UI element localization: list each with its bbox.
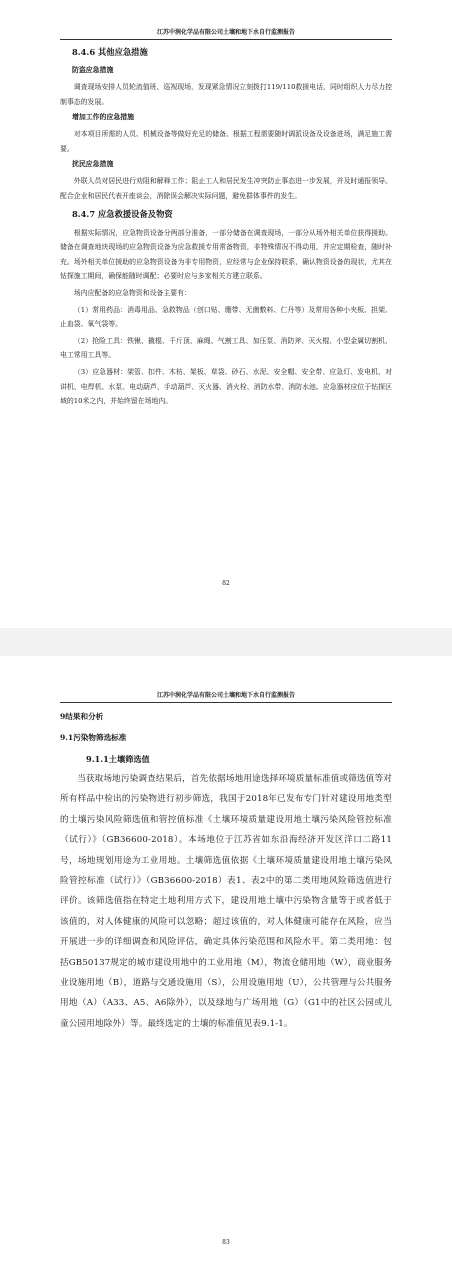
subheading-theft-prevention: 防盗应急措施 xyxy=(72,66,114,74)
document-page-83 xyxy=(0,656,452,1284)
paragraph: 外联人员对居民进行劝阻和解释工作；阻止工人和居民发生冲突防止事态进一步发展，并及时通报领导。配合企业和居民代表开座谈会，消除误会解决实际问题，避免群体事件的发生。 xyxy=(60,177,392,200)
paragraph: 对本项目所需的人员、机械设备等做好充足的储备。根据工程需要随时调派设备及设备进场，满足施工需要。 xyxy=(60,130,392,153)
section-heading-8-4-6: 8.4.6 其他应急措施 xyxy=(72,47,148,57)
page-number: 83 xyxy=(222,1239,230,1246)
paragraph: （1）常用药品：消毒用品、急救物品（创口贴、绷带、无菌敷料、仁丹等）及常用各种小夹板、担架、止血袋、氧气袋等。 xyxy=(60,305,392,329)
paragraph: （2）抢险工具：铁锹、撬棍、千斤顶、麻绳、气割工具、加压泵、消防斧、灭火棍、小型金属切割机、电工常用工具等。 xyxy=(60,336,392,360)
page-header: 江苏中润化学品有限公司土壤和地下水自行监测报告 xyxy=(60,690,392,703)
paragraph: 场内应配备的应急物资和设备主要有： xyxy=(73,288,191,297)
section-heading-9-1: 9.1污染物筛选标准 xyxy=(60,733,127,742)
subheading-extra-work: 增加工作的应急措施 xyxy=(72,113,135,122)
document-page-82 xyxy=(0,0,452,628)
paragraph: 调查现场安排人员轮流值班、巡视现场，发现紧急情况立刻拨打119/110救援电话，同时组织人力尽力控制事态的发展。 xyxy=(60,83,392,106)
paragraph: 当获取场地污染调查结果后，首先依据场地用途选择环境质量标准值或筛选值等对所有样品中检出的污染物进行初步筛选，我国于2018年已发布专门针对建设用地类型的土壤污染风险筛选值和管控值标准《土壤环境质量建设用地土壤污染风险管控标准（试行）》（GB36600-2018）。本场地位于江苏省如东沿海经济开发区洋口二路11号，场地规划用途为工业用地。土壤筛选值依据《土壤环境质量建设用地土壤污染风险管控标准（试行）》（GB36600-2018）表1、表2中的第二类用地风险筛选值进行评价。该筛选值指在特定土地利用方式下，建设用地土壤中污染物含量等于或者低于该值的，对人体健康的风险可以忽略；超过该值的，对人体健康可能存在风险，应当开展进一步的详细调查和风险评估，确定具体污染范围和风险水平。第二类用地：包括GB50137规定的城市建设用地中的工业用地（M），物流仓储用地（W），商业服务业设施用地（B），道路与交通设施用（S），公用设施用地（U），公共管理与公共服务用地（A）（A33、A5、A6除外），以及绿地与广场用地（G）（G1中的社区公园或儿童公园用地除外）等。最终选定的土壤的标准值见表9.1-1。 xyxy=(60,774,392,1029)
subheading-disturbance: 扰民应急措施 xyxy=(72,160,114,169)
page-content xyxy=(60,46,392,411)
paragraph: 根据实际情况，应急物资设备分两部分准备，一部分储备在调查现场，一部分从场外相关单位获得援助。储备在调查地块现场的应急物资设备为应急救援专用常备物资，非特殊情况不得动用，并应定期检查，随时补充。场外相关单位援助的应急物资设备为非专用物资，应经常与企业保持联系，确认物资设备的现状，尤其在钻探施工期间，确保能随时调配；必要时应与多家相关方建立联系。 xyxy=(60,228,392,281)
section-heading-8-4-7: 8.4.7 应急救援设备及物资 xyxy=(72,208,173,219)
page-header: 江苏中润化学品有限公司土壤和地下水自行监测报告 xyxy=(60,27,392,40)
page-content xyxy=(60,711,392,1034)
section-heading-9-1-1: 9.1.1土壤筛选值 xyxy=(86,754,150,764)
chapter-heading: 9结果和分析 xyxy=(60,712,104,721)
page-number: 82 xyxy=(222,580,230,587)
paragraph: （3）应急器材：架管、扣件、木枋、架板、草袋、砂石、水泥、安全帽、安全带、应急灯、发电机、对讲机、电焊机、水泵、电动葫芦、手动葫芦、灭火器、消火栓、消防水带、消防水池。应急器材应位于钻探区域的10米之内，并始终留在场地内。 xyxy=(60,367,392,406)
